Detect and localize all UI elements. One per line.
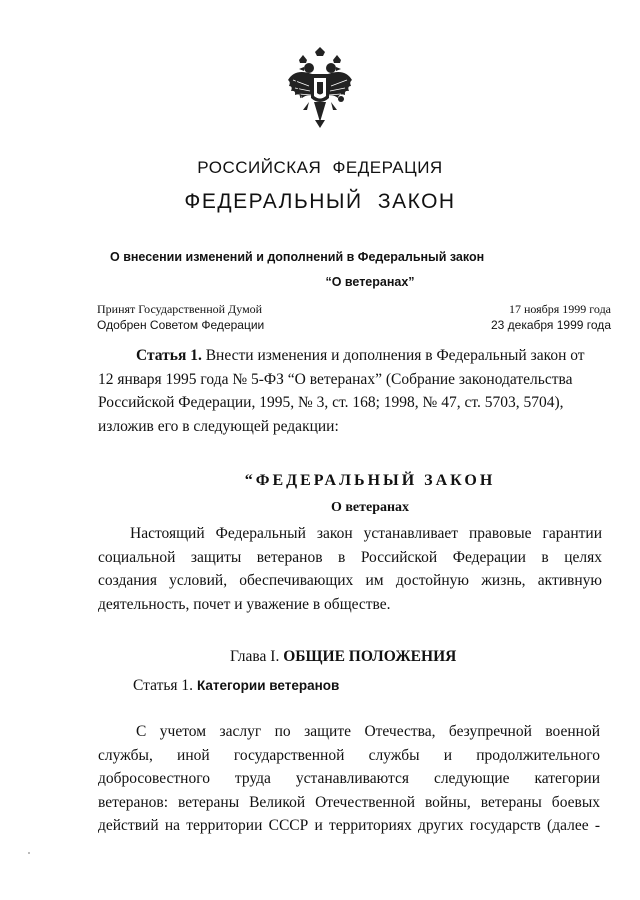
article-1-body: [98, 720, 600, 838]
law-subject-line-1: О внесении изменений и дополнений в Федеральный закон: [110, 250, 485, 264]
document-type: ФЕДЕРАЛЬНЫЙ ЗАКОН: [184, 190, 456, 213]
adoption-date: 17 ноября 1999 года: [508, 302, 611, 316]
country-name: РОССИЙСКАЯ ФЕДЕРАЦИЯ: [197, 158, 443, 177]
chapter-heading: [230, 648, 456, 666]
text-line: действий на территории СССР и территориях других государств (далее -: [98, 817, 600, 835]
law-subject-line-2: “О ветеранах”: [325, 275, 415, 289]
text-line: создания условий, обеспечивающих им достойную жизнь, активную: [98, 572, 602, 589]
new-law-title: “ФЕДЕРАЛЬНЫЙ ЗАКОН: [244, 472, 496, 489]
text-line: деятельность, почет и уважение в обществе.: [98, 595, 391, 613]
article-title: Категории ветеранов: [196, 678, 340, 693]
chapter-prefix: Глава I.: [230, 648, 280, 665]
text-line: ветеранов: ветераны Великой Отечественной войны, ветераны боевых: [98, 793, 600, 811]
text-line: Внести изменения и дополнения в Федеральный закон от: [205, 347, 585, 364]
text-line: 12 января 1995 года № 5-ФЗ “О ветеранах” (Собрание законодательства: [98, 370, 573, 388]
adoption-label: Одобрен Советом Федерации: [97, 318, 265, 332]
text-line: С учетом заслуг по защите Отечества, безупречной военной: [136, 723, 600, 740]
text-line: изложив его в следующей редакции:: [98, 417, 339, 435]
scan-speck: [28, 852, 30, 854]
adoption-date: 23 декабря 1999 года: [490, 318, 611, 332]
article-1-amendment: [98, 344, 618, 438]
article-prefix: Статья 1.: [133, 677, 194, 694]
text-line: социальной защиты ветеранов в Российской Федерации в целях: [98, 548, 602, 566]
new-law-subtitle: О ветеранах: [330, 500, 410, 515]
article-label: Статья 1.: [136, 347, 202, 364]
preamble: [98, 522, 602, 616]
adoption-label: Принят Государственной Думой: [97, 302, 263, 316]
text-line: Настоящий Федеральный закон устанавливает правовые гарантии: [130, 525, 602, 542]
text-line: службы, иной государственной службы и продолжительного: [98, 746, 600, 764]
text-line: [98, 344, 618, 368]
text-line: добросовестного труда устанавливаются следующие категории: [98, 770, 600, 788]
article-heading: [133, 677, 339, 695]
text-line: Российской Федерации, 1995, № 3, ст. 168; 1998, № 47, ст. 5703, 5704),: [98, 394, 564, 411]
coat-of-arms-icon: [285, 46, 355, 132]
chapter-title: ОБЩИЕ ПОЛОЖЕНИЯ: [283, 648, 457, 665]
